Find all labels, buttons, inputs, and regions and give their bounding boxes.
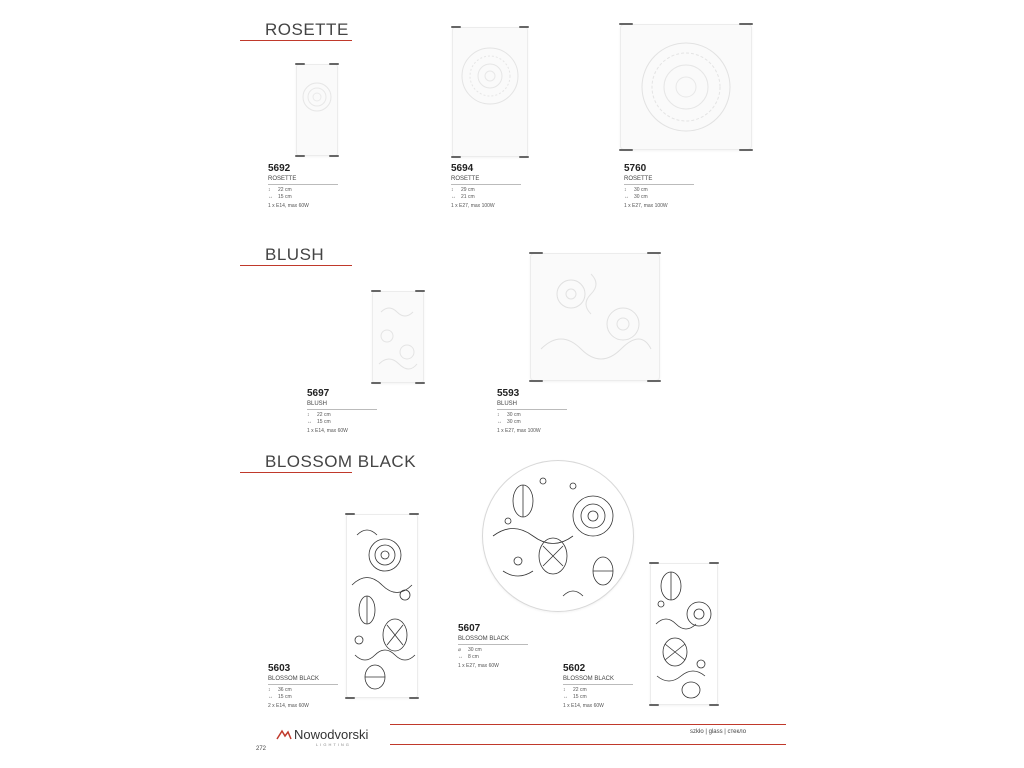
product-info-5692 [268,163,358,210]
section-title-blossom-black: BLOSSOM BLACK [265,452,417,471]
section-title-rosette: ROSETTE [265,20,349,39]
lamp-image-5760 [620,24,752,150]
lamp-image-5607 [482,460,634,612]
product-name: BLUSH [307,401,328,407]
dimension-height: ↕ 22 cm [563,687,587,693]
dimension-width: ↔ 15 cm [268,694,292,700]
bulb-spec: 1 x E14, max 60W [268,203,309,209]
product-info-5593 [497,388,587,435]
bulb-spec: 1 x E14, max 60W [563,703,604,709]
product-code: 5692 [268,163,291,174]
product-info-5602 [563,663,653,710]
lamp-image-5593 [530,253,660,381]
dimension-width: ↔ 15 cm [268,194,292,200]
lamp-image-5692 [296,64,338,156]
product-name: BLOSSOM BLACK [268,676,320,682]
section-divider [240,265,352,266]
bulb-spec: 1 x E27, max 100W [451,203,495,209]
product-name: BLOSSOM BLACK [458,636,510,642]
nowodvorski-logo-icon [276,729,292,741]
rosette-pattern [297,65,337,155]
product-code: 5760 [624,163,647,174]
product-info-5603 [268,663,358,710]
product-code: 5607 [458,623,481,634]
section-title-blush: BLUSH [265,245,325,264]
product-name: BLUSH [497,401,518,407]
bulb-spec: 1 x E27, max 60W [458,663,499,669]
product-info-5697 [307,388,397,435]
product-code: 5694 [451,163,474,174]
dimension-width: ↔ 21 cm [451,194,475,200]
product-name: ROSETTE [624,176,653,182]
product-code: 5697 [307,388,330,399]
dimension-width: ↔ 30 cm [497,419,521,425]
blush-floral-pattern [373,292,423,382]
bulb-spec: 1 x E27, max 100W [497,428,541,434]
product-code: 5593 [497,388,520,399]
product-info-5760 [624,163,714,210]
product-name: BLOSSOM BLACK [563,676,615,682]
product-name: ROSETTE [451,176,480,182]
product-name: ROSETTE [268,176,297,182]
footer-divider [390,724,786,725]
dimension-depth: ↔ 8 cm [458,654,479,660]
dimension-diameter: ⌀ 30 cm [458,647,482,653]
bulb-spec: 1 x E14, max 60W [307,428,348,434]
section-divider [240,40,352,41]
dimension-height: ↕ 29 cm [451,187,475,193]
dimension-height: ↕ 30 cm [497,412,521,418]
rosette-pattern [621,25,751,149]
page-number: 272 [256,746,267,752]
blossom-black-pattern [651,564,717,704]
brand-subtitle: LIGHTING [316,742,351,747]
dimension-height: ↕ 30 cm [624,187,648,193]
section-divider [240,472,352,473]
rosette-pattern [453,28,527,156]
dimension-height: ↕ 22 cm [268,187,292,193]
dimension-width: ↔ 15 cm [307,419,331,425]
lamp-image-5697 [372,291,424,383]
blush-floral-pattern [531,254,659,380]
bulb-spec: 1 x E27, max 100W [624,203,668,209]
product-info-5607 [458,623,548,670]
dimension-width: ↔ 30 cm [624,194,648,200]
product-info-5694 [451,163,541,210]
product-code: 5602 [563,663,586,674]
material-label: szkło | glass | стекло [690,729,747,735]
brand-name: Nowodvorski [294,727,369,742]
lamp-image-5602 [650,563,718,705]
bulb-spec: 2 x E14, max 60W [268,703,309,709]
blossom-black-pattern [483,461,633,611]
lamp-image-5694 [452,27,528,157]
dimension-height: ↕ 22 cm [307,412,331,418]
footer-divider [390,744,786,745]
dimension-height: ↕ 36 cm [268,687,292,693]
dimension-width: ↔ 15 cm [563,694,587,700]
product-code: 5603 [268,663,291,674]
